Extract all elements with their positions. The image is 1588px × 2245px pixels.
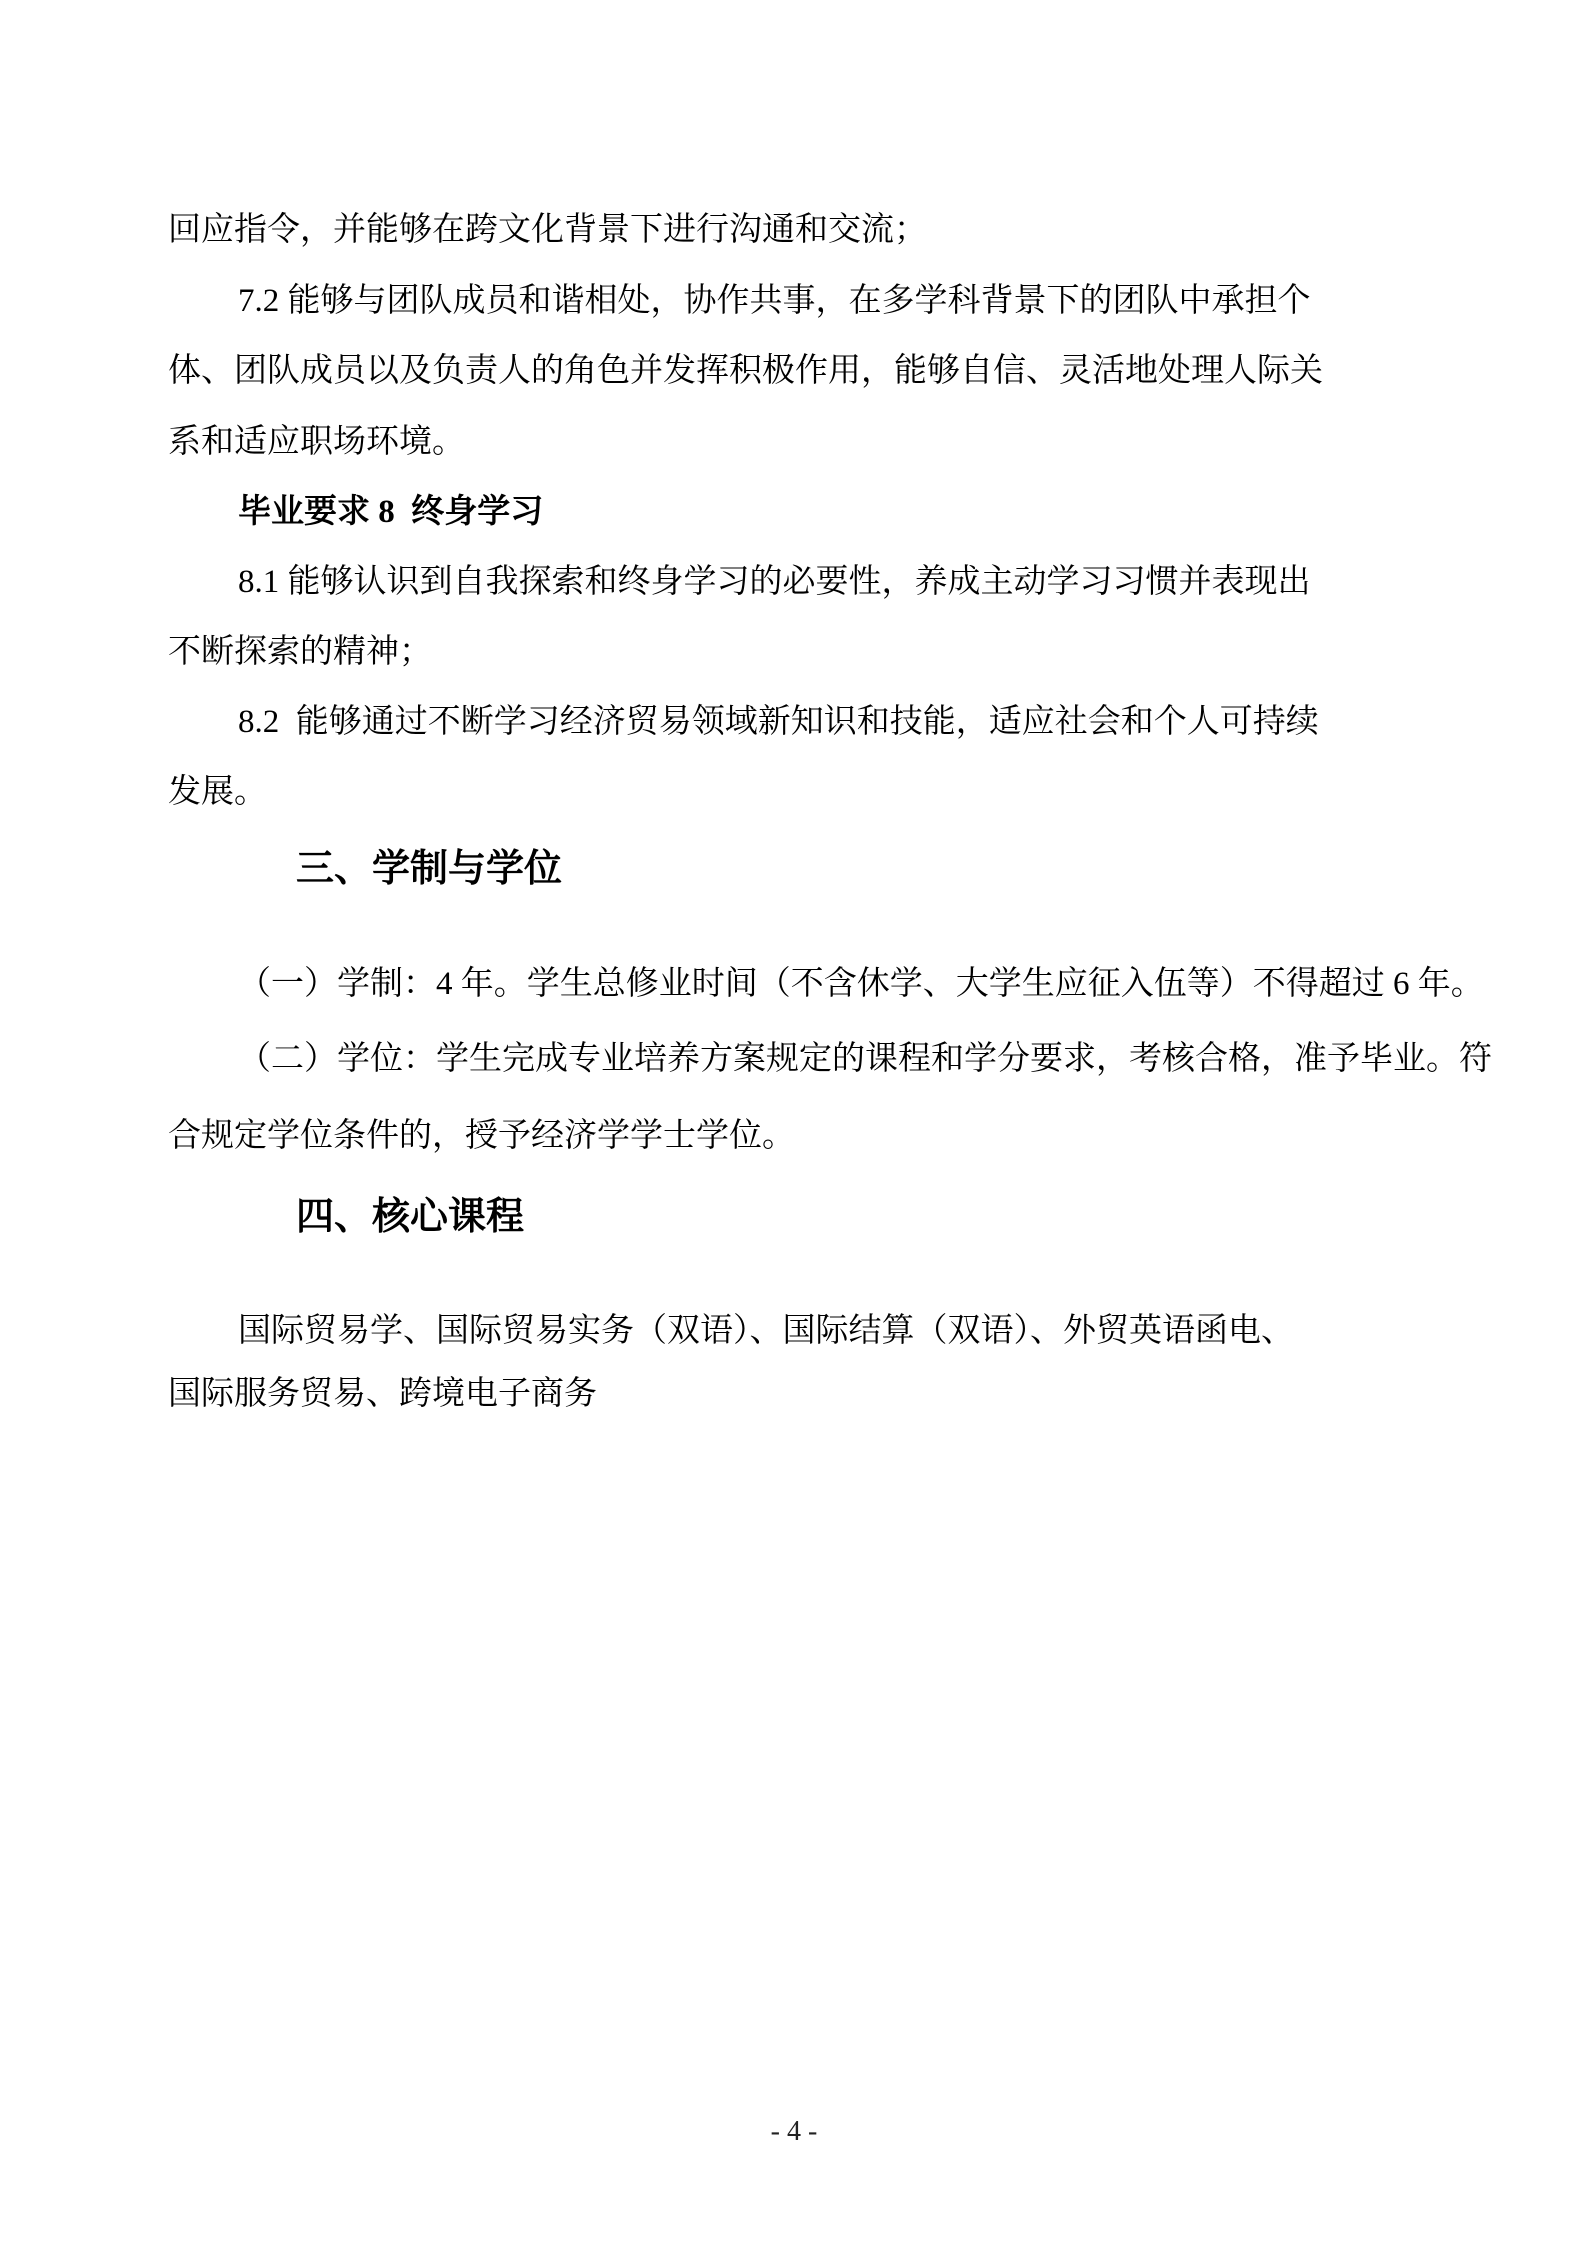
requirement-8-1-line: 8.1 能够认识到自我探索和终身学习的必要性，养成主动学习习惯并表现出 [238, 564, 1311, 600]
requirement-8-1-line: 不断探索的精神； [168, 634, 432, 670]
requirement-7-2-line: 系和适应职场环境。 [168, 424, 465, 460]
core-courses-line: 国际服务贸易、跨境电子商务 [168, 1376, 597, 1412]
requirement-8-heading: 毕业要求 8 终身学习 [238, 494, 544, 530]
degree-line: 合规定学位条件的，授予经济学学士学位。 [168, 1118, 795, 1154]
requirement-7-2-line: 体、团队成员以及负责人的角色并发挥积极作用，能够自信、灵活地处理人际关 [168, 353, 1323, 389]
paragraph-line: 回应指令，并能够在跨文化背景下进行沟通和交流； [168, 212, 927, 248]
core-courses-line: 国际贸易学、国际贸易实务（双语）、国际结算（双语）、外贸英语函电、 [238, 1313, 1294, 1349]
schooling-duration-line: （一）学制：4 年。学生总修业时间（不含休学、大学生应征入伍等）不得超过 6 年。 [238, 966, 1484, 1002]
requirement-7-2-line: 7.2 能够与团队成员和谐相处，协作共事，在多学科背景下的团队中承担个 [238, 283, 1311, 319]
requirement-8-2-line: 发展。 [168, 774, 267, 810]
degree-line: （二）学位：学生完成专业培养方案规定的课程和学分要求，考核合格，准予毕业。符 [238, 1041, 1492, 1077]
page-number: - 4 - [770, 2116, 818, 2147]
section-3-heading: 三、学制与学位 [296, 848, 563, 890]
section-4-heading: 四、核心课程 [296, 1196, 525, 1238]
requirement-8-2-line: 8.2 能够通过不断学习经济贸易领域新知识和技能，适应社会和个人可持续 [238, 704, 1319, 740]
